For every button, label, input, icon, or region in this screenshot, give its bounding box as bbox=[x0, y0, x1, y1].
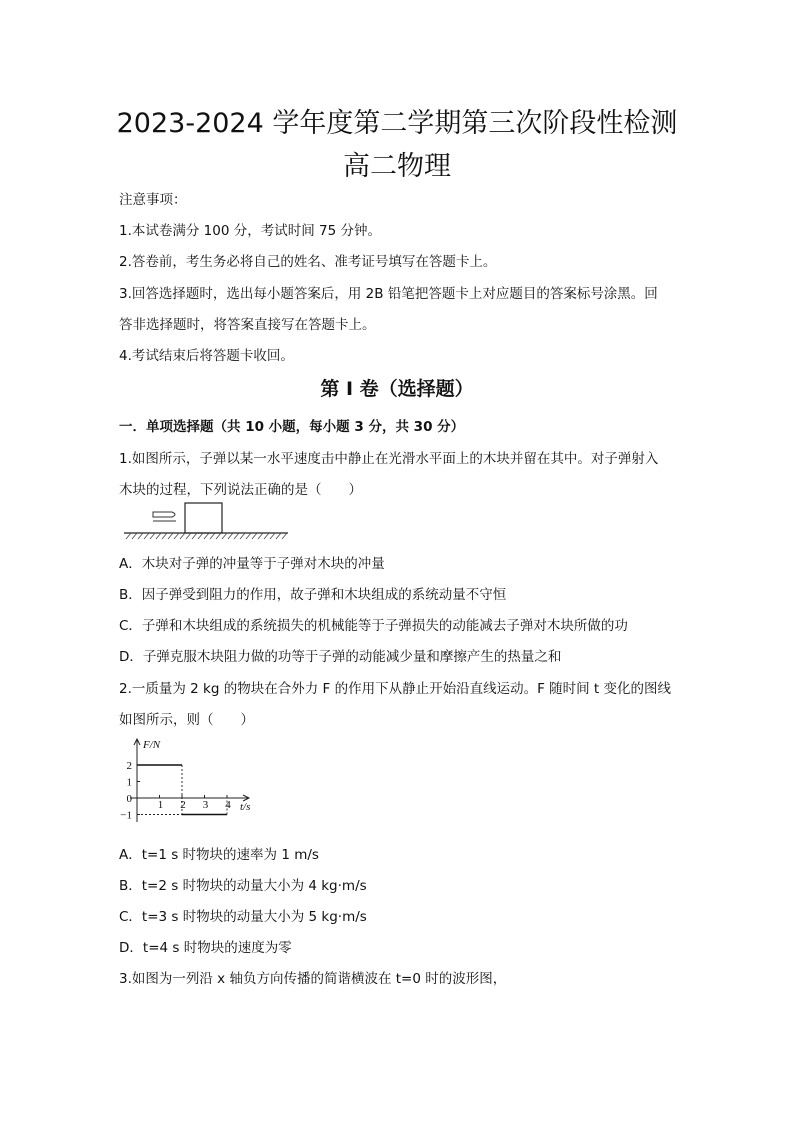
exam-title: 2023-2024 学年度第二学期第三次阶段性检测 bbox=[116, 108, 678, 139]
note-item: 2.答卷前，考生务必将自己的姓名、准考证号填写在答题卡上。 bbox=[119, 254, 497, 270]
y-tick-label: −1 bbox=[120, 809, 132, 822]
notes-heading: 注意事项： bbox=[119, 192, 187, 208]
q2-option-a: A．t=1 s 时物块的速率为 1 m/s bbox=[119, 847, 319, 863]
q2-stem-line2: 如图所示，则（ ） bbox=[119, 712, 254, 728]
note-item: 3.回答选择题时，选出每小题答案后，用 2B 铅笔把答题卡上对应题目的答案标号涂黑。回 bbox=[119, 286, 658, 302]
q2-option-b: B．t=2 s 时物块的动量大小为 4 kg·m/s bbox=[119, 878, 367, 894]
y-tick-label: 2 bbox=[126, 760, 132, 772]
y-tick-label: 1 bbox=[126, 776, 132, 789]
note-item: 4.考试结束后将答题卡收回。 bbox=[119, 348, 294, 364]
ground-hatch bbox=[126, 533, 287, 539]
y-axis-label: F/N bbox=[143, 739, 161, 751]
x-axis-label: t/s bbox=[240, 801, 251, 813]
q1-option-c: C．子弹和木块组成的系统损失的机械能等于子弹损失的动能减去子弹对木块所做的功 bbox=[119, 618, 628, 634]
q2-force-time-chart bbox=[116, 736, 266, 828]
bullet-icon bbox=[153, 512, 176, 521]
part-heading: 一．单项选择题（共 10 小题，每小题 3 分，共 30 分） bbox=[119, 419, 465, 435]
x-tick-label: 2 bbox=[180, 799, 186, 811]
q1-stem-line1: 1.如图所示，子弹以某一水平速度击中静止在光滑水平面上的木块并留在其中。对子弹射入 bbox=[119, 451, 659, 467]
exam-subject: 高二物理 bbox=[343, 151, 451, 182]
q1-stem-line2: 木块的过程，下列说法正确的是（ ） bbox=[119, 482, 362, 498]
y-tick-label: 0 bbox=[126, 793, 132, 805]
wooden-block bbox=[185, 503, 222, 533]
q2-option-c: C．t=3 s 时物块的动量大小为 5 kg·m/s bbox=[119, 909, 367, 925]
section-title: 第 I 卷（选择题） bbox=[320, 378, 474, 400]
chart-axes bbox=[130, 739, 249, 822]
q3-stem-line1: 3.如图为一列沿 x 轴负方向传播的简谐横波在 t=0 时的波形图， bbox=[119, 971, 507, 987]
q2-stem-line1: 2.一质量为 2 kg 的物块在合外力 F 的作用下从静止开始沿直线运动。F 随时间 t 变化的图线 bbox=[119, 681, 672, 697]
q1-option-d: D．子弹克服木块阻力做的功等于子弹的动能减少量和摩擦产生的热量之和 bbox=[119, 649, 562, 665]
q1-figure-bullet-block bbox=[122, 500, 292, 542]
x-tick-label: 4 bbox=[225, 799, 231, 811]
q2-option-d: D．t=4 s 时物块的速度为零 bbox=[119, 940, 292, 956]
x-tick-label: 1 bbox=[157, 799, 164, 811]
q1-option-a: A．木块对子弹的冲量等于子弹对木块的冲量 bbox=[119, 556, 385, 572]
note-item: 1.本试卷满分 100 分，考试时间 75 分钟。 bbox=[119, 223, 381, 239]
x-tick-label: 3 bbox=[202, 799, 209, 811]
note-item: 答非选择题时，将答案直接写在答题卡上。 bbox=[119, 317, 376, 333]
q1-option-b: B．因子弹受到阻力的作用，故子弹和木块组成的系统动量不守恒 bbox=[119, 587, 507, 603]
